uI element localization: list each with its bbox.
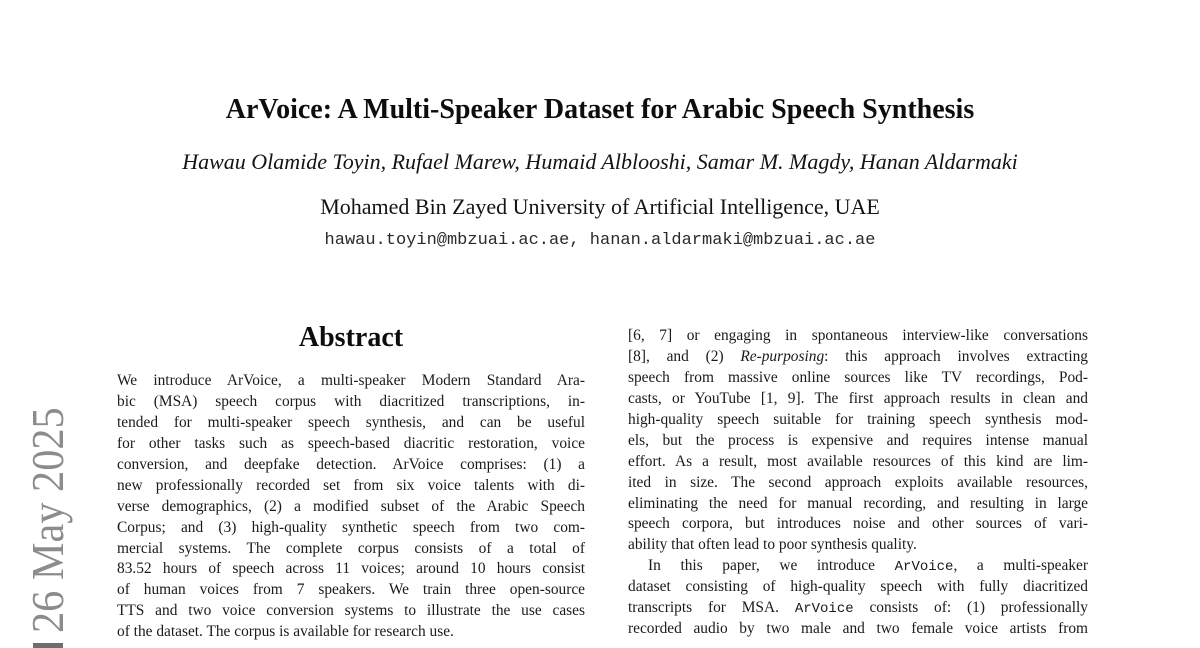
body-line: eliminating the need for manual recording, and resulting in large — [628, 494, 1088, 512]
abstract-line: of the dataset. The corpus is available for research use. — [117, 623, 454, 641]
abstract-line: tended for multi-speaker speech synthesis, and can be useful — [117, 413, 585, 431]
abstract-line: We introduce ArVoice, a multi-speaker Modern Standard Ara- — [117, 372, 585, 389]
abstract-line: of human voices from 7 speakers. We train three open-source — [117, 581, 585, 599]
body-line: speech corpora, but introduces noise and other sources of vari- — [628, 515, 1088, 533]
body-line: els, but the process is expensive and requires intense manual — [628, 431, 1088, 449]
arxiv-watermark-fragment — [33, 643, 63, 648]
affiliation-line: Mohamed Bin Zayed University of Artificial Intelligence, UAE — [320, 194, 880, 219]
body-line: casts, or YouTube [1, 9]. The first approach results in clean and — [628, 389, 1088, 407]
right-column — [628, 326, 1088, 640]
body-line: high-quality speech suitable for training speech synthesis mod- — [628, 410, 1088, 428]
left-column — [117, 322, 585, 643]
emails-line: hawau.toyin@mbzuai.ac.ae, hanan.aldarmaki@mbzuai.ac.ae — [324, 231, 876, 250]
body-line: recorded audio by two male and two female voice artists from — [628, 620, 1088, 638]
abstract-line: new professionally recorded set from six voice talents with di- — [117, 476, 585, 494]
body-line: transcripts for MSA. ArVoice consists of: (1) professionally — [628, 599, 1088, 618]
abstract-line: TTS and two voice conversion systems to illustrate the use cases — [117, 602, 585, 620]
body-line: effort. As a result, most available resources of this kind are lim- — [628, 452, 1088, 470]
arxiv-date-text: 26 May 2025 — [22, 407, 73, 633]
abstract-line: conversion, and deepfake detection. ArVoice comprises: (1) a — [117, 455, 585, 473]
body-line: speech from massive online sources like TV recordings, Pod- — [628, 368, 1088, 386]
abstract-line: verse demographics, (2) a modified subset of the Arabic Speech — [117, 497, 585, 515]
abstract-line: for other tasks such as speech-based diacritic restoration, voice — [117, 434, 585, 452]
abstract-line: bic (MSA) speech corpus with diacritized transcriptions, in- — [117, 392, 585, 410]
body-line: ited in size. The second approach exploits available resources, — [628, 473, 1088, 491]
abstract-heading: Abstract — [298, 322, 404, 353]
body-line: [8], and (2) Re-purposing: this approach involves extracting — [628, 347, 1088, 365]
body-line: dataset consisting of high-quality speech with fully diacritized — [628, 578, 1088, 596]
body-line: In this paper, we introduce ArVoice, a multi-speaker — [648, 557, 1088, 576]
abstract-line: mercial systems. The complete corpus consists of a total of — [117, 539, 585, 557]
body-line: ability that often lead to poor synthesis quality. — [628, 536, 917, 554]
authors-line: Hawau Olamide Toyin, Rufael Marew, Humaid Alblooshi, Samar M. Magdy, Hanan Aldarmaki — [182, 149, 1018, 174]
paper-title: ArVoice: A Multi-Speaker Dataset for Arabic Speech Synthesis — [225, 94, 975, 125]
abstract-line: 83.52 hours of speech across 11 voices; around 10 hours consist — [117, 560, 585, 578]
arxiv-date-watermark — [22, 407, 73, 633]
body-line: [6, 7] or engaging in spontaneous interview-like conversations — [628, 327, 1088, 344]
abstract-line: Corpus; and (3) high-quality synthetic speech from two com- — [117, 518, 585, 536]
